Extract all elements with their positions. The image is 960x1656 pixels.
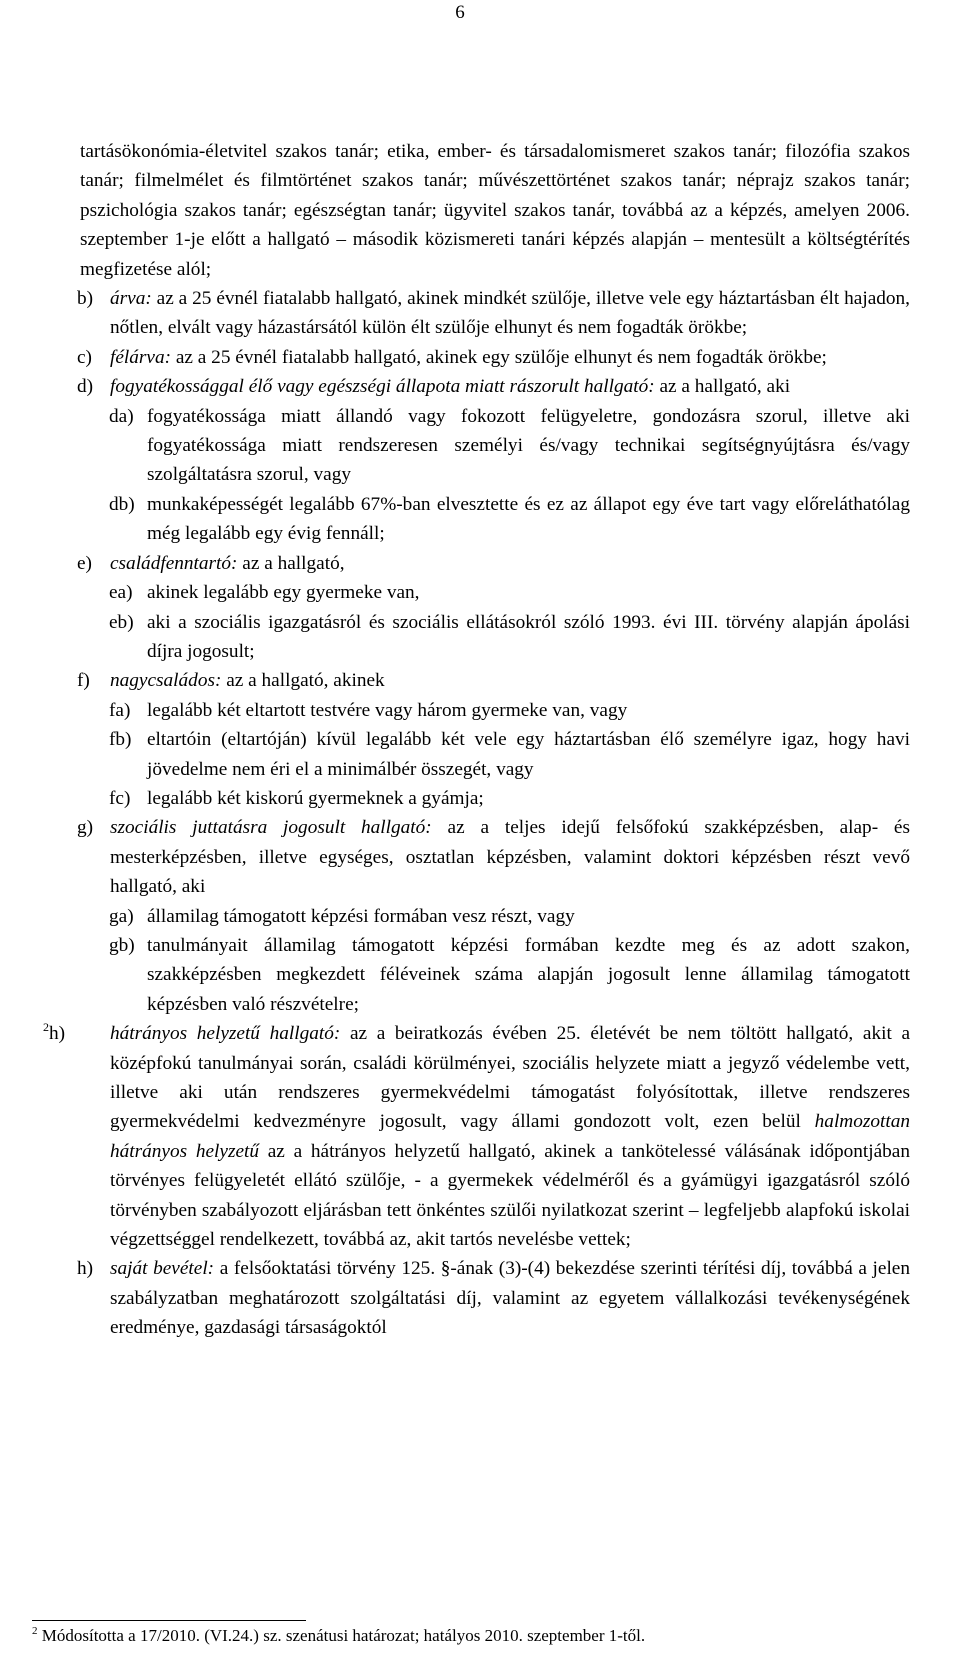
subitem-text: munkaképességét legalább 67%-ban elvesztette és ez az állapot egy éve tart vagy előreláthatólag még legalább egy évig fennáll;: [147, 493, 910, 545]
footnote-reference: 2: [43, 1020, 49, 1035]
item-letter: h): [49, 1023, 66, 1045]
subitem-text: legalább két kiskorú gyermeknek a gyámja;: [147, 787, 484, 809]
subitem-fb: [109, 725, 910, 784]
subitem-da: [109, 402, 910, 490]
subitem-text: aki a szociális igazgatásról és szociális ellátásokról szóló 1993. évi III. törvény alapján ápolási díjra jogosult;: [147, 611, 910, 662]
definition-item-g: [77, 813, 910, 1019]
subitem-text: eltartóin (eltartóján) kívül legalább két vele egy háztartásban élő személyre igaz, hogy havi jövedelme nem éri el a minimálbér összegét, vagy: [147, 729, 910, 780]
footnote-text: Módosította a 17/2010. (VI.24.) sz. szenátusi határozat; hatályos 2010. szeptember 1-től.: [37, 1626, 646, 1645]
footnote: [32, 1626, 645, 1646]
definition-term: hátrányos helyzetű hallgató:: [110, 1023, 341, 1045]
item-label: g): [77, 817, 94, 839]
subitem-label: ga): [109, 905, 134, 927]
definition-text: az a 25 évnél fiatalabb hallgató, akinek egy szülője elhunyt és nem fogadták örökbe;: [171, 346, 827, 368]
definition-item-f: [77, 666, 910, 813]
item-label: c): [77, 346, 92, 368]
definition-text: az a hallgató,: [237, 552, 345, 574]
item-label: b): [77, 288, 94, 310]
definition-item-b: [77, 284, 910, 343]
subitem-fc: [109, 784, 910, 813]
definition-text: az a hallgató, aki: [654, 376, 791, 398]
subitem-label: da): [109, 405, 134, 427]
subitem-label: fc): [109, 787, 131, 809]
item-label: h): [77, 1258, 94, 1280]
subitem-label: eb): [109, 611, 134, 633]
definition-term: félárva:: [110, 346, 172, 368]
subitem-text: fogyatékossága miatt állandó vagy fokozott felügyeletre, gondozásra szorul, illetve aki fogyatékossága miatt rendszeresen személyi és/vagy technikai segítségnyújtásra és/vagy szolgáltatásra szorul, vagy: [147, 405, 910, 486]
item-label: e): [77, 552, 92, 574]
definition-item-d: [77, 372, 910, 548]
page-number: 6: [455, 2, 465, 23]
footnote-divider: [32, 1620, 306, 1621]
definition-text: az a beiratkozás évében 25. életévét be nem töltött hallgató, akit a középfokú tanulmányai során, családi körülményei, szociális helyzete miatt a jegyző védelembe vett, illetve aki után rendszeres gyermekvédelmi támogatást folyósítottak, illetve rendszeres gyermekvédelmi kedvezményre jogosult, vagy állami gondozott volt, ezen belül: [110, 1023, 911, 1133]
subitem-label: fb): [109, 729, 132, 751]
item-label: [43, 1019, 65, 1048]
definition-text: az a teljes idejű felsőfokú szakképzésben, alap- és mesterképzésben, illetve egységes, osztatlan képzésben, valamint doktori képzésben részt vevő hallgató, aki: [110, 817, 910, 898]
subitem-gb: [109, 931, 910, 1019]
definition-subterm: halmozottan hátrányos helyzetű: [110, 1111, 910, 1162]
definition-term: árva:: [110, 288, 152, 310]
definition-text: az a 25 évnél fiatalabb hallgató, akinek mindkét szülője, illetve vele egy háztartásban élt hajadon, nőtlen, elvált vagy házastársától külön élt szülője elhunyt és nem fogadták örökbe;: [110, 288, 910, 339]
subitem-label: gb): [109, 934, 135, 956]
subitem-label: fa): [109, 699, 131, 721]
subitem-text: legalább két eltartott testvére vagy három gyermeke van, vagy: [147, 699, 628, 721]
subitem-ga: [109, 902, 910, 931]
subitem-eb: [109, 608, 910, 667]
subitem-db: [109, 490, 910, 549]
definition-term: nagycsaládos:: [110, 670, 222, 692]
document-body: [43, 137, 911, 1343]
definition-term: családfenntartó:: [110, 552, 238, 574]
footnote-number: 2: [32, 1625, 38, 1637]
intro-paragraph: tartásökonómia-életvitel szakos tanár; etika, ember- és társadalomismeret szakos tanár; filozófia szakos tanár; filmelmélet és filmtörténet szakos tanár; művészettörténet szakos tanár; néprajz szakos tanár; pszichológia szakos tanár; egészségtan tanár; ügyvitel szakos tanár, továbbá az a képzés, amelyen 2006. szeptember 1-je előtt a hallgató – második közismereti tanári képzés alapján – mentesült a költségtérítés megfizetése alól;: [80, 141, 910, 280]
subitem-label: ea): [109, 582, 133, 604]
definition-item-c: [77, 343, 910, 372]
item-label: d): [77, 376, 94, 398]
definition-text: a felsőoktatási törvény 125. §-ának (3)-(4) bekezdése szerinti térítési díj, továbbá a jelen szabályzatban meghatározott szolgáltatási díj, valamint az egyetem vállalkozási tevékenységének eredménye, gazdasági társaságoktól: [110, 1258, 910, 1339]
definition-text-continued: az a hátrányos helyzetű hallgató, akinek a tankötelessé válásának időpontjában törvényes felügyeletét ellátó szülője, - a gyermekek védelméről és a gyámügyi igazgatásról szóló törvényben szabályozott eljárásban tett önkéntes szülői nyilatkozat szerint – legfeljebb alapfokú iskolai végzettséggel rendelkezett, továbbá az, akit tartós nevelésbe vettek;: [110, 1140, 910, 1251]
definition-item-e: [77, 549, 910, 667]
subitem-label: db): [109, 493, 135, 515]
definition-term: saját bevétel:: [110, 1258, 215, 1280]
definition-term: fogyatékossággal élő vagy egészségi állapota miatt rászorult hallgató:: [110, 376, 655, 398]
item-label: f): [77, 670, 90, 692]
subitem-fa: [109, 696, 910, 725]
subitem-text: akinek legalább egy gyermeke van,: [147, 582, 420, 604]
definition-term: szociális juttatásra jogosult hallgató:: [110, 817, 432, 839]
subitem-ea: [109, 578, 910, 607]
definition-item-h-disadvantaged: [43, 1019, 911, 1254]
definition-item-h-own-income: [77, 1254, 910, 1342]
subitem-text: államilag támogatott képzési formában vesz részt, vagy: [147, 905, 575, 927]
subitem-text: tanulmányait államilag támogatott képzési formában kezdte meg és az adott szakon, szakképzésben megkezdett féléveinek száma alapján jogosult lenne államilag támogatott képzésben való részvételre;: [147, 934, 910, 1015]
definition-text: az a hallgató, akinek: [221, 670, 385, 692]
